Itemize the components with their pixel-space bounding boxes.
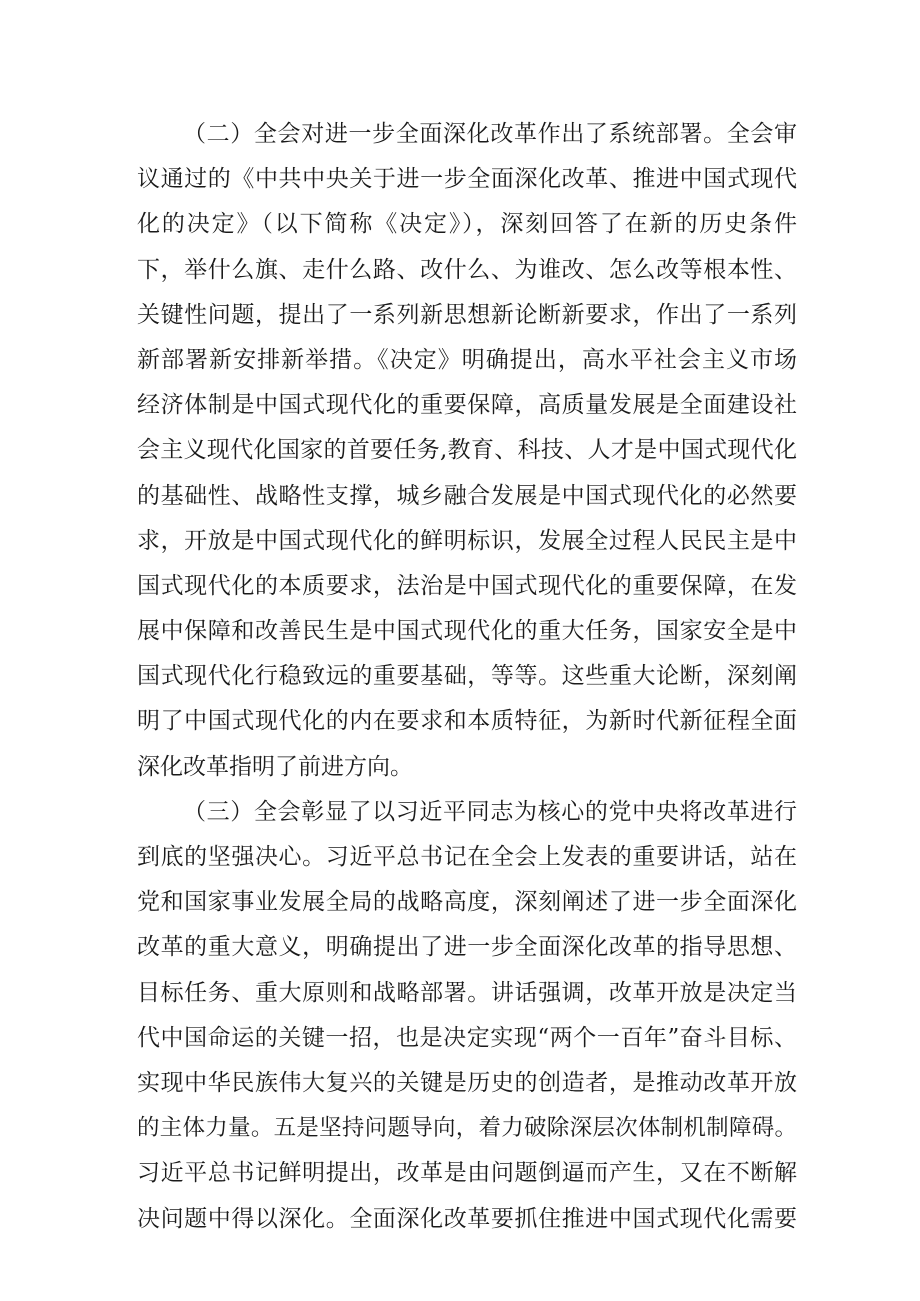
paragraph-section-three [137, 790, 797, 1242]
text-line: 会主义现代化国家的首要任务,教育、科技、人才是中国式现代化 [137, 437, 797, 464]
text-line: 明了中国式现代化的内在要求和本质特征，为新时代新征程全面 [137, 708, 797, 735]
text-line: 决问题中得以深化。全面深化改革要抓住推进中国式现代化需要 [137, 1205, 797, 1232]
text-line: 国式现代化行稳致远的重要基础，等等。这些重大论断，深刻阐 [137, 663, 797, 690]
text-line: 到底的坚强决心。习近平总书记在全会上发表的重要讲话，站在 [137, 844, 797, 870]
text-line: 关键性问题，提出了一系列新思想新论断新要求，作出了一系列 [137, 301, 797, 328]
text-line: 议通过的《中共中央关于进一步全面深化改革、推进中国式现代 [137, 166, 797, 193]
text-line: （二）全会对进一步全面深化改革作出了系统部署。全会审 [183, 121, 797, 147]
text-line: 习近平总书记鲜明提出，改革是由问题倒逼而产生，又在不断解 [137, 1160, 797, 1187]
text-line: 党和国家事业发展全局的战略高度，深刻阐述了进一步全面深化 [137, 889, 797, 916]
text-line: 展中保障和改善民生是中国式现代化的重大任务，国家安全是中 [137, 618, 797, 645]
text-line: 经济体制是中国式现代化的重要保障，高质量发展是全面建设社 [137, 392, 797, 419]
text-line: 求，开放是中国式现代化的鲜明标识，发展全过程人民民主是中 [137, 527, 797, 554]
text-line: 实现中华民族伟大复兴的关键是历史的创造者，是推动改革开放 [137, 1069, 797, 1096]
text-line: （三）全会彰显了以习近平同志为核心的党中央将改革进行 [183, 798, 797, 825]
text-line: 改革的重大意义，明确提出了进一步全面深化改革的指导思想、 [137, 934, 797, 961]
text-line: 的主体力量。五是坚持问题导向，着力破除深层次体制机制障碍。 [137, 1115, 797, 1142]
text-line: 目标任务、重大原则和战略部署。讲话强调，改革开放是决定当 [137, 979, 797, 1006]
text-line: 深化改革指明了前进方向。 [137, 753, 413, 780]
text-line: 新部署新安排新举措。《决定》明确提出，高水平社会主义市场 [137, 346, 797, 373]
text-line: 化的决定》（以下简称《决定》），深刻回答了在新的历史条件 [137, 211, 797, 238]
document-body [137, 112, 797, 1242]
text-line: 国式现代化的本质要求，法治是中国式现代化的重要保障，在发 [137, 572, 797, 599]
paragraph-section-two [137, 112, 797, 790]
text-line: 代中国命运的关键一招，也是决定实现“两个一百年”奋斗目标、 [137, 1024, 797, 1051]
text-line: 的基础性、战略性支撑，城乡融合发展是中国式现代化的必然要 [137, 482, 797, 509]
text-line: 下，举什么旗、走什么路、改什么、为谁改、怎么改等根本性、 [137, 256, 797, 283]
